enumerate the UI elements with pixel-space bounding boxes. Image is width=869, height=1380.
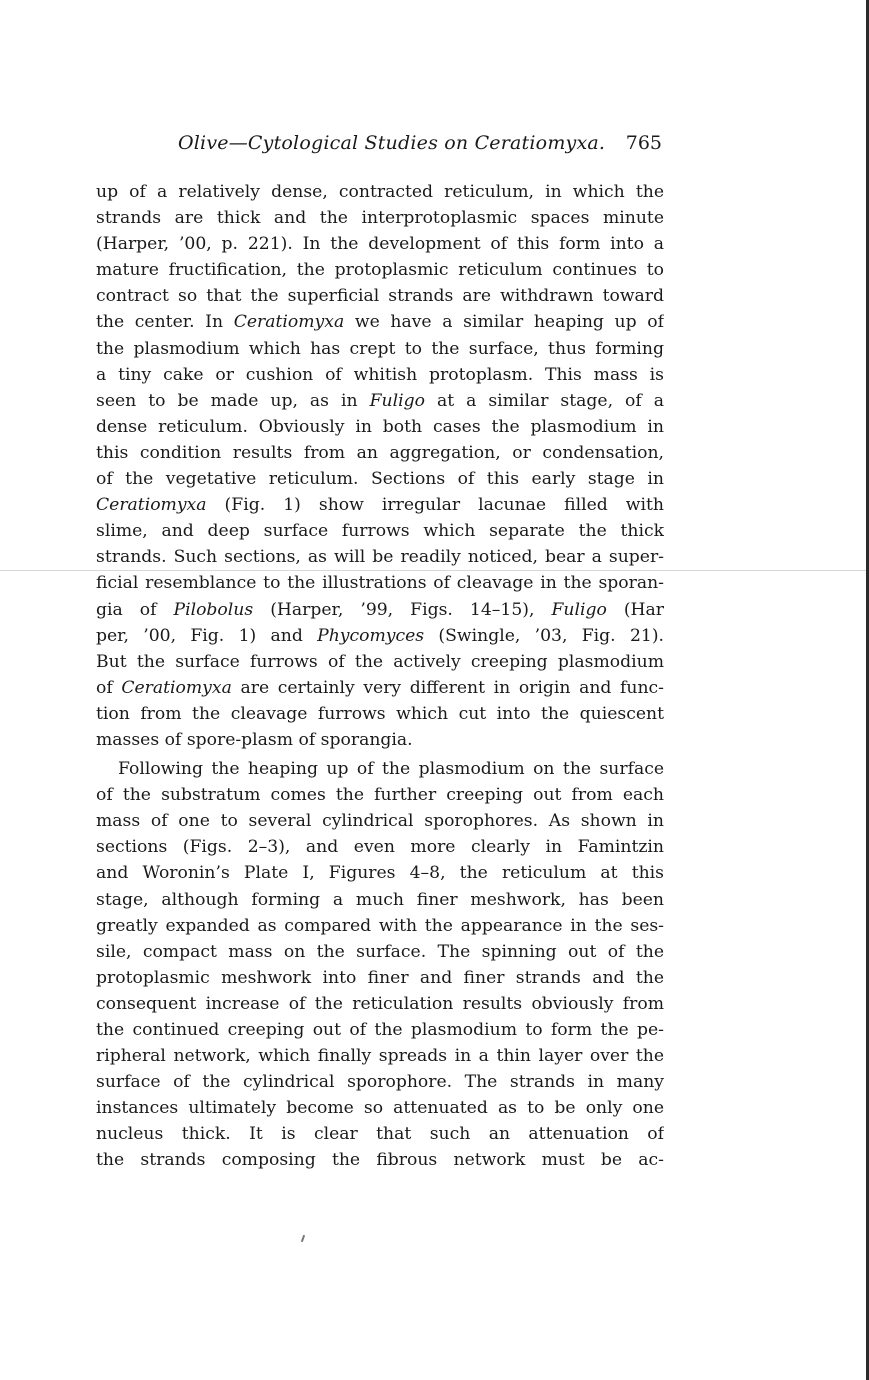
text-line: stage, although forming a much finer meshwork, has been	[96, 889, 664, 910]
paragraph	[96, 756, 664, 1174]
text-line: contract so that the superficial strands are withdrawn toward	[96, 286, 664, 307]
text-line: surface of the cylindrical sporophore. The strands in many	[96, 1072, 664, 1093]
body-text	[96, 179, 664, 1174]
text-line: strands. Such sections, as will be readily noticed, bear a super-	[96, 547, 664, 568]
text-line: sile, compact mass on the surface. The spinning out of the	[96, 941, 664, 962]
text-line: of Ceratiomyxa are certainly very different in origin and func-	[96, 677, 664, 698]
text-line: mature fructification, the protoplasmic reticulum continues to	[96, 260, 664, 281]
running-header	[178, 130, 668, 156]
text-line: gia of Pilobolus (Harper, ’99, Figs. 14–15), Fuligo (Har	[96, 599, 664, 620]
text-line: masses of spore-plasm of sporangia.	[96, 729, 413, 750]
text-line: ficial resemblance to the illustrations of cleavage in the sporan-	[96, 573, 664, 594]
text-line: the continued creeping out of the plasmodium to form the pe-	[96, 1020, 664, 1040]
text-line: seen to be made up, as in Fuligo at a similar stage, of a	[96, 390, 664, 411]
text-line: tion from the cleavage furrows which cut into the quiescent	[96, 703, 664, 724]
text-line: sections (Figs. 2–3), and even more clearly in Famintzin	[96, 837, 664, 858]
stray-ink-mark	[301, 1235, 305, 1242]
text-line: slime, and deep surface furrows which separate the thick	[96, 521, 664, 542]
paragraph	[96, 179, 664, 753]
text-line: dense reticulum. Obviously in both cases the plasmodium in	[96, 416, 664, 437]
text-line: Following the heaping up of the plasmodium on the surface	[118, 759, 664, 780]
text-line: nucleus thick. It is clear that such an attenuation of	[96, 1124, 664, 1145]
text-line: a tiny cake or cushion of whitish protoplasm. This mass is	[96, 364, 664, 385]
text-line: the plasmodium which has crept to the surface, thus forming	[96, 338, 664, 359]
text-line: up of a relatively dense, contracted reticulum, in which the	[96, 182, 664, 202]
text-line: protoplasmic meshwork into finer and finer strands and the	[96, 967, 664, 988]
text-line: the strands composing the fibrous network must be ac-	[96, 1150, 664, 1171]
text-line: consequent increase of the reticulation results obviously from	[96, 993, 664, 1014]
text-line: strands are thick and the interprotoplasmic spaces minute	[96, 208, 664, 229]
text-line: and Woronin’s Plate I, Figures 4–8, the reticulum at this	[96, 863, 664, 884]
text-line: of the vegetative reticulum. Sections of this early stage in	[96, 469, 664, 490]
text-line: Ceratiomyxa (Fig. 1) show irregular lacunae filled with	[96, 495, 664, 516]
running-title: Olive—Cytological Studies on Ceratiomyxa.	[178, 132, 606, 154]
text-line: But the surface furrows of the actively creeping plasmodium	[96, 651, 664, 672]
text-line: this condition results from an aggregation, or condensation,	[96, 442, 664, 463]
text-line: of the substratum comes the further creeping out from each	[96, 785, 664, 806]
text-line: mass of one to several cylindrical sporophores. As shown in	[96, 811, 664, 832]
page-number: 765	[625, 132, 662, 154]
text-line: the center. In Ceratiomyxa we have a similar heaping up of	[96, 312, 664, 333]
text-line: instances ultimately become so attenuated as to be only one	[96, 1098, 664, 1119]
text-line: ripheral network, which finally spreads in a thin layer over the	[96, 1046, 664, 1067]
text-line: per, ’00, Fig. 1) and Phycomyces (Swingle, ’03, Fig. 21).	[96, 625, 664, 646]
text-line: greatly expanded as compared with the appearance in the ses-	[96, 915, 664, 936]
text-line: (Harper, ’00, p. 221). In the development of this form into a	[96, 234, 664, 255]
